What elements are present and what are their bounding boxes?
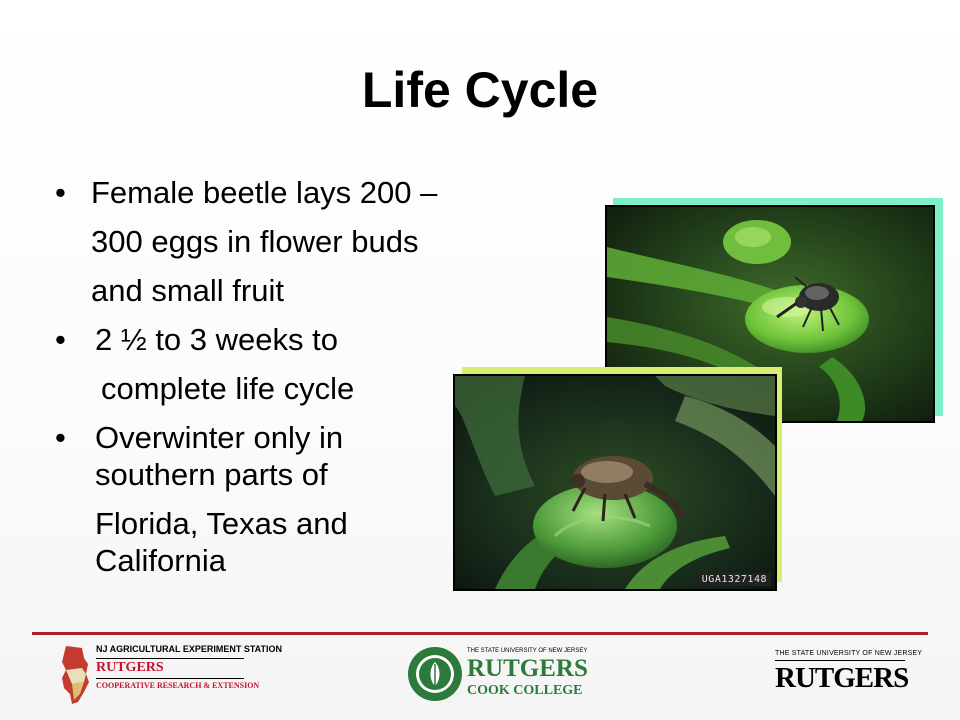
rutgers-name: RUTGERS [775, 662, 909, 694]
bullet-text: California [95, 543, 226, 578]
rutgers-rule [775, 660, 905, 661]
rutgers-logo [775, 650, 923, 700]
bullet-text: Overwinter only in [95, 420, 344, 455]
bullet-text: complete life cycle [101, 371, 355, 406]
cook-college-seal-icon [407, 646, 463, 702]
njaes-line1: NJ AGRICULTURAL EXPERIMENT STATION [96, 644, 283, 654]
bullet-icon: • [55, 322, 66, 357]
njaes-logo [58, 642, 283, 706]
njaes-line2: RUTGERS [96, 660, 164, 675]
bullet-text: and small fruit [91, 273, 284, 308]
cook-college-logo [407, 644, 588, 704]
njaes-line3: COOPERATIVE RESEARCH & EXTENSION [96, 681, 260, 690]
bullet-text: 300 eggs in flower buds [91, 224, 419, 259]
list-item [55, 168, 615, 217]
list-item [55, 315, 615, 364]
njaes-rule [96, 678, 244, 679]
list-item [55, 217, 615, 266]
weevil-photo-bottom [453, 374, 777, 591]
njaes-rule [96, 658, 244, 659]
footer-divider [32, 632, 928, 635]
slide-title: Life Cycle [361, 62, 599, 118]
bullet-text: 2 ½ to 3 weeks to [95, 322, 338, 357]
bullet-icon: • [55, 420, 66, 455]
cook-tagline: THE STATE UNIVERSITY OF NEW JERSEY [467, 648, 588, 654]
list-item [55, 266, 615, 315]
new-jersey-map-icon [58, 644, 92, 706]
bullet-text: southern parts of [95, 457, 328, 492]
photo-watermark: UGA1327148 [698, 573, 771, 586]
cook-sub: COOK COLLEGE [467, 683, 583, 698]
cook-name: RUTGERS [467, 655, 588, 682]
bullet-icon: • [55, 175, 66, 210]
bullet-text: Florida, Texas and [95, 506, 348, 541]
bullet-text: Female beetle lays 200 – [91, 175, 438, 210]
rutgers-tagline: THE STATE UNIVERSITY OF NEW JERSEY [775, 650, 923, 657]
